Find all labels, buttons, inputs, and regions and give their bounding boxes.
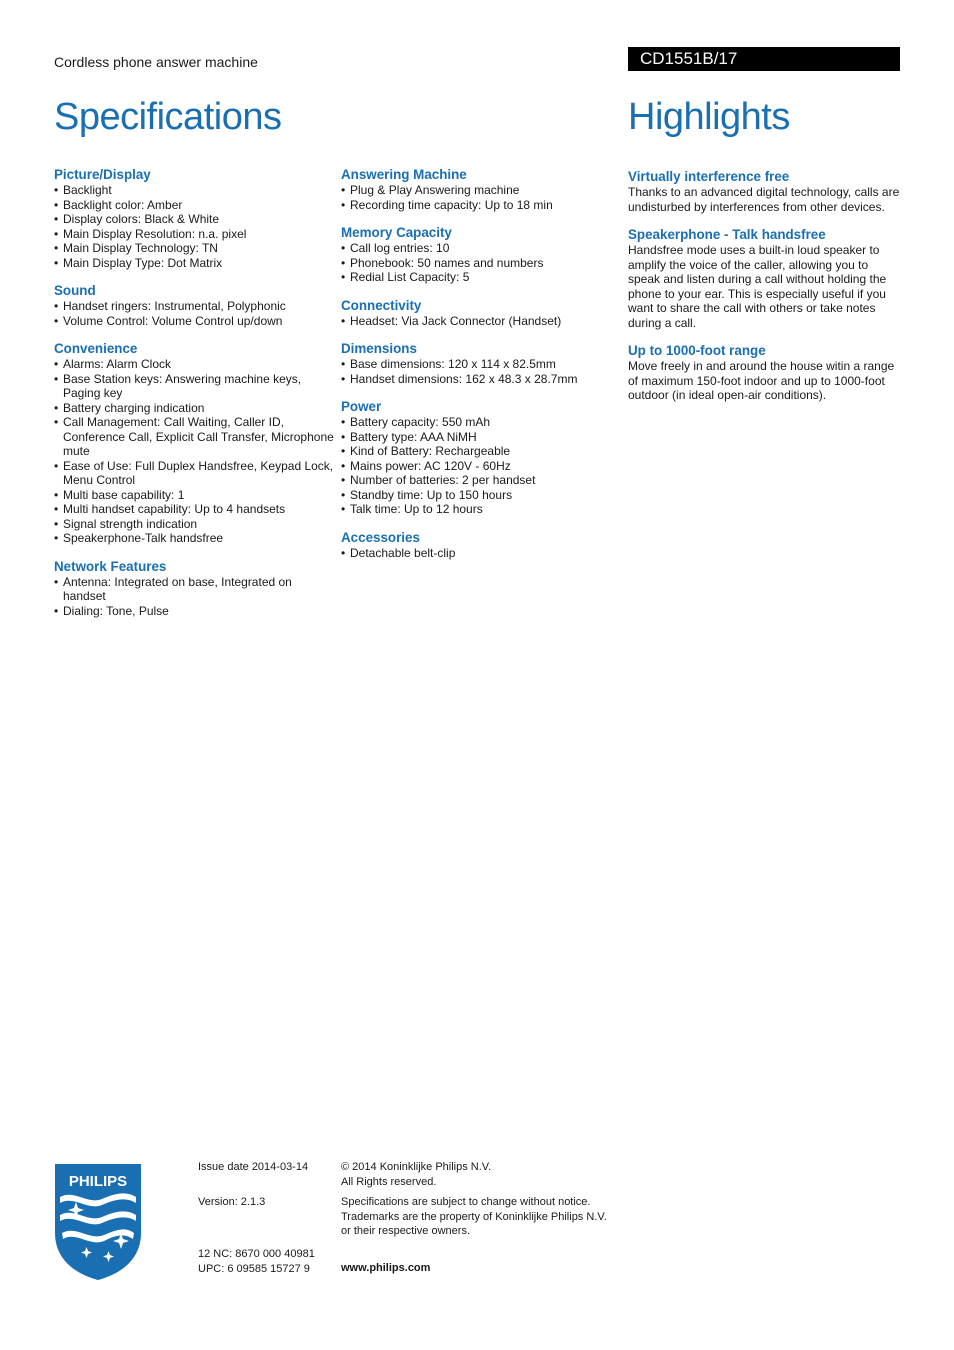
spec-item: • Base Station keys: Answering machine keys, Paging key bbox=[54, 372, 334, 401]
website-link[interactable]: www.philips.com bbox=[341, 1262, 431, 1274]
spec-item: • Headset: Via Jack Connector (Handset) bbox=[341, 314, 621, 329]
spec-item: • Display colors: Black & White bbox=[54, 212, 334, 227]
spec-item: • Multi base capability: 1 bbox=[54, 488, 334, 503]
spec-heading: Power bbox=[341, 399, 382, 414]
highlight-interference-free bbox=[628, 169, 902, 214]
rights-line: All Rights reserved. bbox=[341, 1175, 437, 1188]
spec-section-sound bbox=[54, 283, 334, 328]
spec-heading: Picture/Display bbox=[54, 167, 151, 182]
spec-item: • Antenna: Integrated on base, Integrated on handset bbox=[54, 575, 334, 604]
spec-item: • Battery type: AAA NiMH bbox=[341, 430, 621, 445]
spec-heading: Connectivity bbox=[341, 297, 422, 313]
spec-heading: Dimensions bbox=[341, 341, 417, 356]
spec-section-convenience bbox=[54, 341, 334, 546]
specs-column-2 bbox=[341, 167, 621, 573]
copyright bbox=[341, 1160, 491, 1189]
spec-heading: Memory Capacity bbox=[341, 225, 452, 240]
spec-item: • Call Management: Call Waiting, Caller ID, Conference Call, Explicit Call Transfer, Microphone mute bbox=[54, 415, 334, 459]
product-type: Cordless phone answer machine bbox=[54, 54, 258, 70]
highlight-range bbox=[628, 343, 902, 403]
spec-item: • Multi handset capability: Up to 4 handsets bbox=[54, 502, 334, 517]
legal-notice bbox=[341, 1195, 607, 1239]
spec-section-answering-machine bbox=[341, 167, 621, 212]
notice-line: or their respective owners. bbox=[341, 1225, 470, 1237]
spec-item: • Alarms: Alarm Clock bbox=[54, 357, 334, 372]
version: Version: 2.1.3 bbox=[198, 1196, 266, 1208]
spec-item: • Talk time: Up to 12 hours bbox=[341, 502, 621, 517]
spec-section-dimensions bbox=[341, 341, 621, 386]
issue-date: Issue date 2014-03-14 bbox=[198, 1161, 309, 1173]
spec-item: • Mains power: AC 120V - 60Hz bbox=[341, 459, 621, 474]
spec-heading: Convenience bbox=[54, 341, 138, 356]
spec-item: • Recording time capacity: Up to 18 min bbox=[341, 198, 621, 213]
spec-item: • Base dimensions: 120 x 114 x 82.5mm bbox=[341, 357, 621, 372]
spec-section-memory-capacity bbox=[341, 225, 621, 285]
spec-item: • Call log entries: 10 bbox=[341, 241, 621, 256]
spec-item: • Number of batteries: 2 per handset bbox=[341, 473, 621, 488]
spec-item: • Volume Control: Volume Control up/down bbox=[54, 314, 334, 329]
copyright-line: © 2014 Koninklijke Philips N.V. bbox=[341, 1161, 492, 1173]
spec-item: • Backlight color: Amber bbox=[54, 198, 334, 213]
spec-item: • Phonebook: 50 names and numbers bbox=[341, 256, 621, 271]
spec-item: • Detachable belt-clip bbox=[341, 546, 621, 561]
spec-item: • Main Display Technology: TN bbox=[54, 241, 334, 256]
philips-shield-logo bbox=[54, 1163, 142, 1281]
nc-code: 12 NC: 8670 000 40981 bbox=[198, 1248, 315, 1260]
notice-line: Trademarks are the property of Koninklijke Philips N.V. bbox=[341, 1210, 607, 1223]
spec-item: • Redial List Capacity: 5 bbox=[341, 270, 621, 285]
highlights-column bbox=[628, 169, 902, 416]
spec-section-picture-display bbox=[54, 167, 334, 270]
spec-section-accessories bbox=[341, 530, 621, 561]
spec-item: • Battery capacity: 550 mAh bbox=[341, 415, 621, 430]
spec-item: • Kind of Battery: Rechargeable bbox=[341, 444, 621, 459]
spec-item: • Signal strength indication bbox=[54, 517, 334, 532]
spec-heading: Network Features bbox=[54, 558, 167, 574]
highlight-text: Thanks to an advanced digital technology, calls are undisturbed by interferences from other devices. bbox=[628, 185, 900, 214]
spec-item: • Backlight bbox=[54, 183, 334, 198]
highlight-text: Handsfree mode uses a built-in loud speaker to amplify the voice of the caller, allowing you to speak and listen during a call without holding the phone to your ear. This is especially useful if you want to share the call with others or take notes during a call. bbox=[628, 243, 887, 330]
product-codes bbox=[198, 1247, 315, 1276]
highlight-speakerphone bbox=[628, 227, 902, 330]
specs-column-1 bbox=[54, 167, 334, 631]
spec-item: • Plug & Play Answering machine bbox=[341, 183, 621, 198]
spec-item: • Main Display Resolution: n.a. pixel bbox=[54, 227, 334, 242]
spec-item: • Standby time: Up to 150 hours bbox=[341, 488, 621, 503]
highlights-title: Highlights bbox=[628, 96, 790, 138]
upc-code: UPC: 6 09585 15727 9 bbox=[198, 1262, 310, 1275]
spec-item: • Handset dimensions: 162 x 48.3 x 28.7mm bbox=[341, 372, 621, 387]
spec-item: • Ease of Use: Full Duplex Handsfree, Keypad Lock, Menu Control bbox=[54, 459, 334, 488]
spec-item: • Dialing: Tone, Pulse bbox=[54, 604, 334, 619]
spec-heading: Sound bbox=[54, 283, 96, 298]
notice-line: Specifications are subject to change without notice. bbox=[341, 1196, 591, 1208]
spec-item: • Main Display Type: Dot Matrix bbox=[54, 256, 334, 271]
spec-section-power bbox=[341, 399, 621, 517]
logo-text: PHILIPS bbox=[68, 1173, 128, 1190]
spec-section-connectivity bbox=[341, 298, 621, 329]
spec-item: • Battery charging indication bbox=[54, 401, 334, 416]
specifications-title: Specifications bbox=[54, 96, 282, 138]
spec-heading: Accessories bbox=[341, 529, 420, 545]
spec-heading: Answering Machine bbox=[341, 167, 467, 182]
model-number-bar: CD1551B/17 bbox=[628, 47, 900, 71]
highlight-heading: Virtually interference free bbox=[628, 169, 790, 184]
highlight-heading: Up to 1000-foot range bbox=[628, 343, 766, 358]
spec-section-network-features bbox=[54, 559, 334, 619]
spec-item: • Handset ringers: Instrumental, Polyphonic bbox=[54, 299, 334, 314]
spec-item: • Speakerphone-Talk handsfree bbox=[54, 531, 334, 546]
highlight-text: Move freely in and around the house witin a range of maximum 150-foot indoor and up to 1000-foot outdoor (in ideal open-air conditions). bbox=[628, 359, 895, 402]
highlight-heading: Speakerphone - Talk handsfree bbox=[628, 227, 826, 242]
